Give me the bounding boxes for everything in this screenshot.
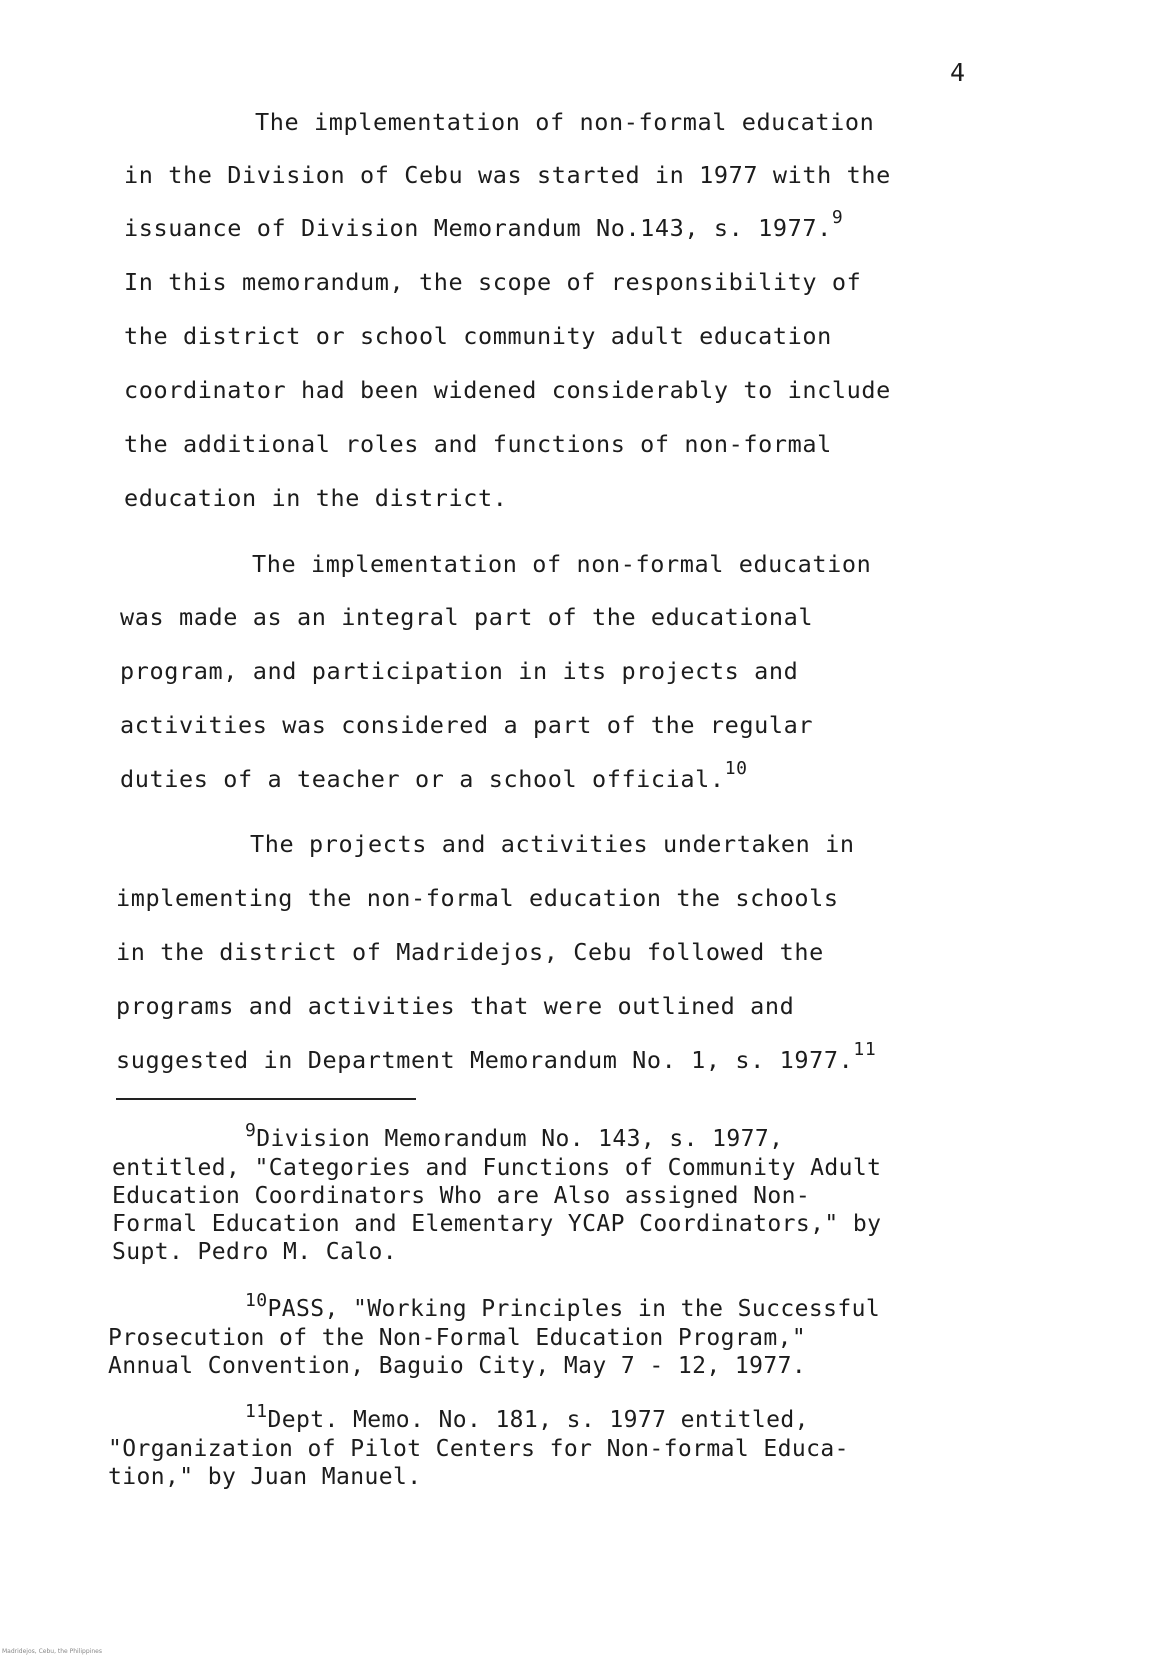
footnote-11-line-3: tion," by Juan Manuel. [108, 1464, 422, 1490]
paragraph-3-line-2: implementing the non-formal education the schools [116, 884, 839, 912]
paragraph-1-line-1: The implementation of non-formal education [255, 108, 875, 136]
paragraph-2-line-2: was made as an integral part of the educational [120, 603, 814, 631]
footnote-9-line-5: Supt. Pedro M. Calo. [112, 1239, 397, 1265]
footnote-separator [116, 1098, 416, 1100]
paragraph-1-line-8: education in the district. [124, 484, 508, 512]
footnote-9-line-3: Education Coordinators Who are Also assigned Non- [112, 1183, 811, 1209]
footnote-11-mark: 11 [245, 1401, 268, 1422]
paragraph-3-line-5: suggested in Department Memorandum No. 1, s. 1977.11 [116, 1039, 877, 1074]
paragraph-2-line-1: The implementation of non-formal education [252, 550, 872, 578]
footnote-ref-11[interactable]: 11 [853, 1039, 877, 1061]
footnote-9-line-4: Formal Education and Elementary YCAP Coordinators," by [112, 1211, 882, 1237]
footnote-10-line-3: Annual Convention, Baguio City, May 7 - 12, 1977. [108, 1353, 807, 1379]
paragraph-1-line-2: in the Division of Cebu was started in 1977 with the [124, 161, 891, 189]
footnote-9-line-2: entitled, "Categories and Functions of Community Adult [112, 1155, 882, 1181]
footnote-10-mark: 10 [245, 1290, 268, 1311]
paragraph-1-line-4: In this memorandum, the scope of responsibility of [124, 268, 862, 296]
paragraph-3-line-4: programs and activities that were outlined and [116, 992, 795, 1020]
paragraph-2-line-5: duties of a teacher or a school official.$^{10}$ [120, 758, 748, 793]
footnote-9-line-1: $^9$Division Memorandum No. 143, s. 1977, [245, 1120, 784, 1152]
paragraph-2-line-3: program, and participation in its projects and [120, 657, 799, 685]
footnote-11-line-1: $^{11}$Dept. Memo. No. 181, s. 1977 entitled, [245, 1401, 809, 1433]
footnote-10-line-1: $^{10}$PASS, "Working Principles in the Successful [245, 1290, 881, 1322]
paragraph-1-line-3: issuance of Division Memorandum No.143, s. 1977.$^9$ [124, 207, 844, 242]
footnote-11-line-2: "Organization of Pilot Centers for Non-formal Educa- [108, 1436, 849, 1462]
paragraph-2-line-4: activities was considered a part of the regular [120, 711, 814, 739]
paragraph-1-line-5: the district or school community adult education [124, 322, 832, 350]
paragraph-1-line-6: coordinator had been widened considerably to include [124, 376, 891, 404]
footnote-ref-9[interactable]: 9 [831, 207, 844, 229]
page-number: 4 [950, 58, 966, 87]
footnote-9-mark: 9 [245, 1120, 257, 1141]
footnote-ref-10[interactable]: 10 [724, 758, 748, 780]
paragraph-3-line-1: The projects and activities undertaken in [250, 830, 855, 858]
paragraph-3-line-3: in the district of Madridejos, Cebu followed the [116, 938, 824, 966]
footnote-10-line-2: Prosecution of the Non-Formal Education Program," [108, 1325, 807, 1351]
paragraph-1-line-7: the additional roles and functions of non-formal [124, 430, 832, 458]
footer-credit: Madridejos, Cebu, the Philippines [2, 1648, 102, 1655]
